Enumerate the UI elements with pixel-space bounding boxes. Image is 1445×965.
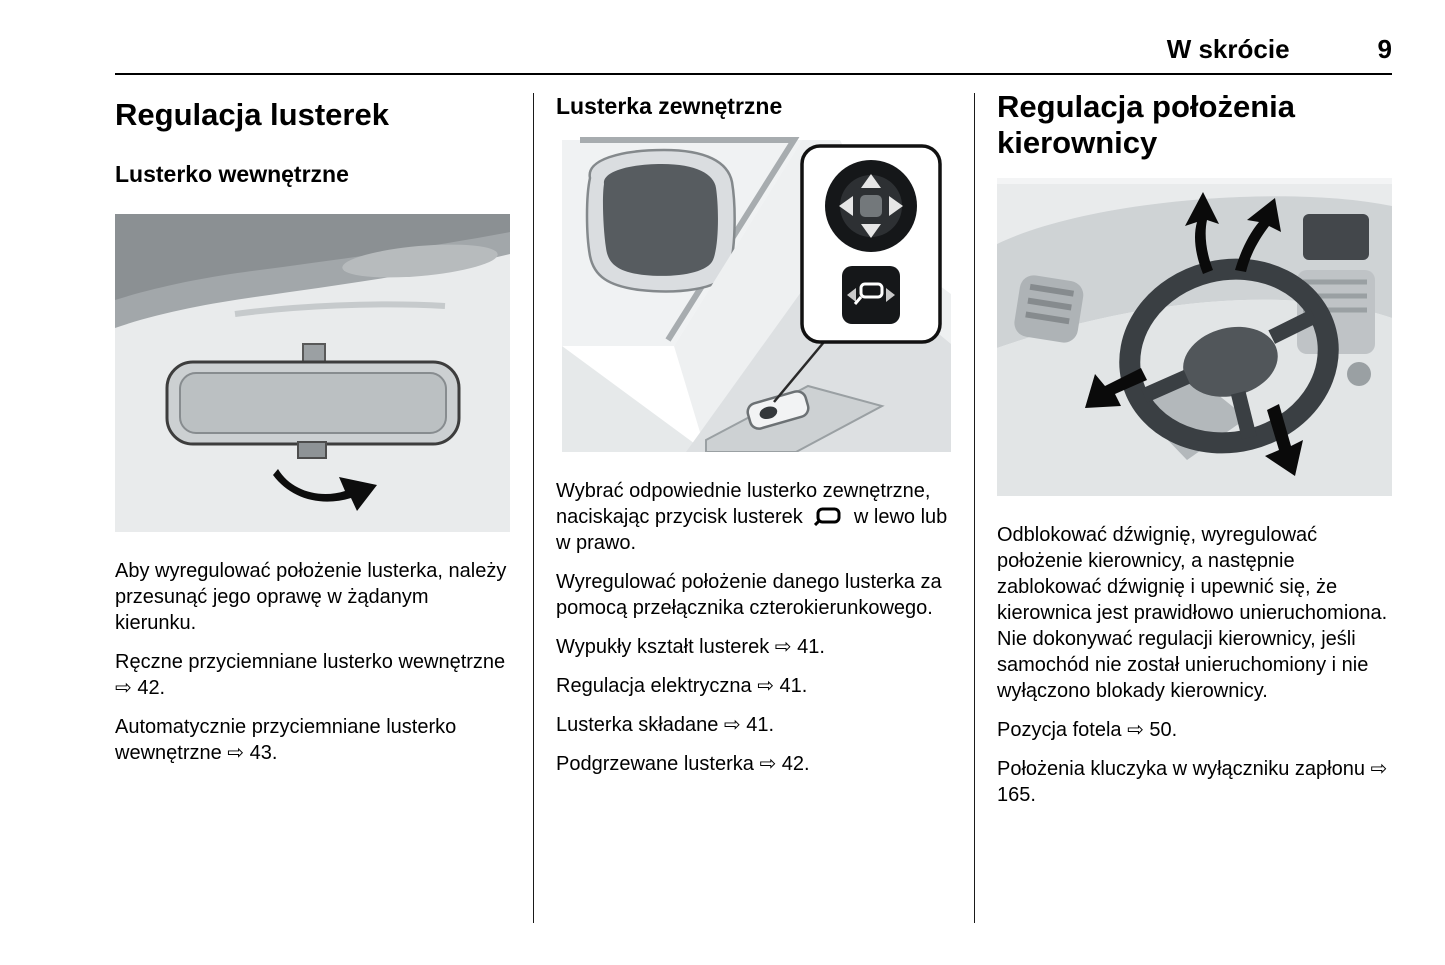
column-mirror-adjustment bbox=[115, 89, 510, 766]
paragraph: Podgrzewane lusterka ⇨ 42. bbox=[556, 753, 810, 775]
column1-heading: Regulacja lusterek bbox=[115, 97, 389, 132]
paragraph: Wyregulować położenie danego lusterka za pomocą przełącznika czterokierunkowego. bbox=[556, 571, 942, 619]
section-title: W skrócie bbox=[1166, 34, 1290, 64]
column-steering-wheel-adjustment bbox=[997, 89, 1392, 808]
page-header bbox=[115, 34, 1392, 65]
paragraph: Aby wyregulować położenie lusterka, należy przesunąć jego oprawę w żądanym kierunku. bbox=[115, 559, 507, 634]
paragraph: Położenia kluczyka w wyłączniku zapłonu ⇨ 165. bbox=[997, 758, 1388, 807]
paragraph: Pozycja fotela ⇨ 50. bbox=[997, 719, 1178, 742]
paragraph: Lusterka składane ⇨ 41. bbox=[556, 714, 774, 736]
paragraph-text: Wybrać odpowiednie lusterko zewnętrzne, naciskając przycisk lusterek bbox=[556, 480, 931, 528]
paragraph: Odblokować dźwignię, wyregulować położenie kierownicy, a następnie zablokować dźwignię i upewnić się, że kierownica jest prawidłowo unieruchomiona. Nie dokonywać regulacji kierownicy, jeśli samochód nie został unieruchomiony i nie wyłączono blokady kierownicy. bbox=[997, 524, 1388, 703]
steering-wheel-image bbox=[997, 178, 1392, 496]
header-rule bbox=[115, 73, 1392, 75]
column3-heading: Regulacja położenia kierownicy bbox=[997, 89, 1296, 160]
paragraph-text: w lewo lub w prawo. bbox=[556, 506, 948, 554]
exterior-mirror-button-icon bbox=[814, 507, 842, 526]
steering-wheel-illustration bbox=[997, 178, 1392, 496]
paragraph: Automatycznie przyciemniane lusterko wewnętrzne ⇨ 43. bbox=[115, 715, 457, 764]
paragraph: Regulacja elektryczna ⇨ 41. bbox=[556, 675, 808, 697]
column-exterior-mirrors bbox=[556, 89, 951, 777]
content-columns bbox=[115, 89, 1392, 923]
column-divider bbox=[533, 93, 534, 923]
paragraph-with-icon bbox=[556, 478, 951, 556]
page-number: 9 bbox=[1377, 34, 1392, 64]
column2-heading: Lusterka zewnętrzne bbox=[556, 93, 783, 119]
paragraph: Wypukły kształt lusterek ⇨ 41. bbox=[556, 636, 825, 658]
exterior-mirror-illustration bbox=[556, 134, 951, 452]
interior-mirror-image bbox=[115, 214, 510, 532]
column-divider bbox=[974, 93, 975, 923]
exterior-mirror-image bbox=[556, 134, 951, 452]
paragraph: Ręczne przyciemniane lusterko wewnętrzne ⇨ 42. bbox=[115, 650, 506, 699]
interior-mirror-illustration bbox=[115, 214, 510, 532]
column1-subheading: Lusterko wewnętrzne bbox=[115, 160, 349, 187]
